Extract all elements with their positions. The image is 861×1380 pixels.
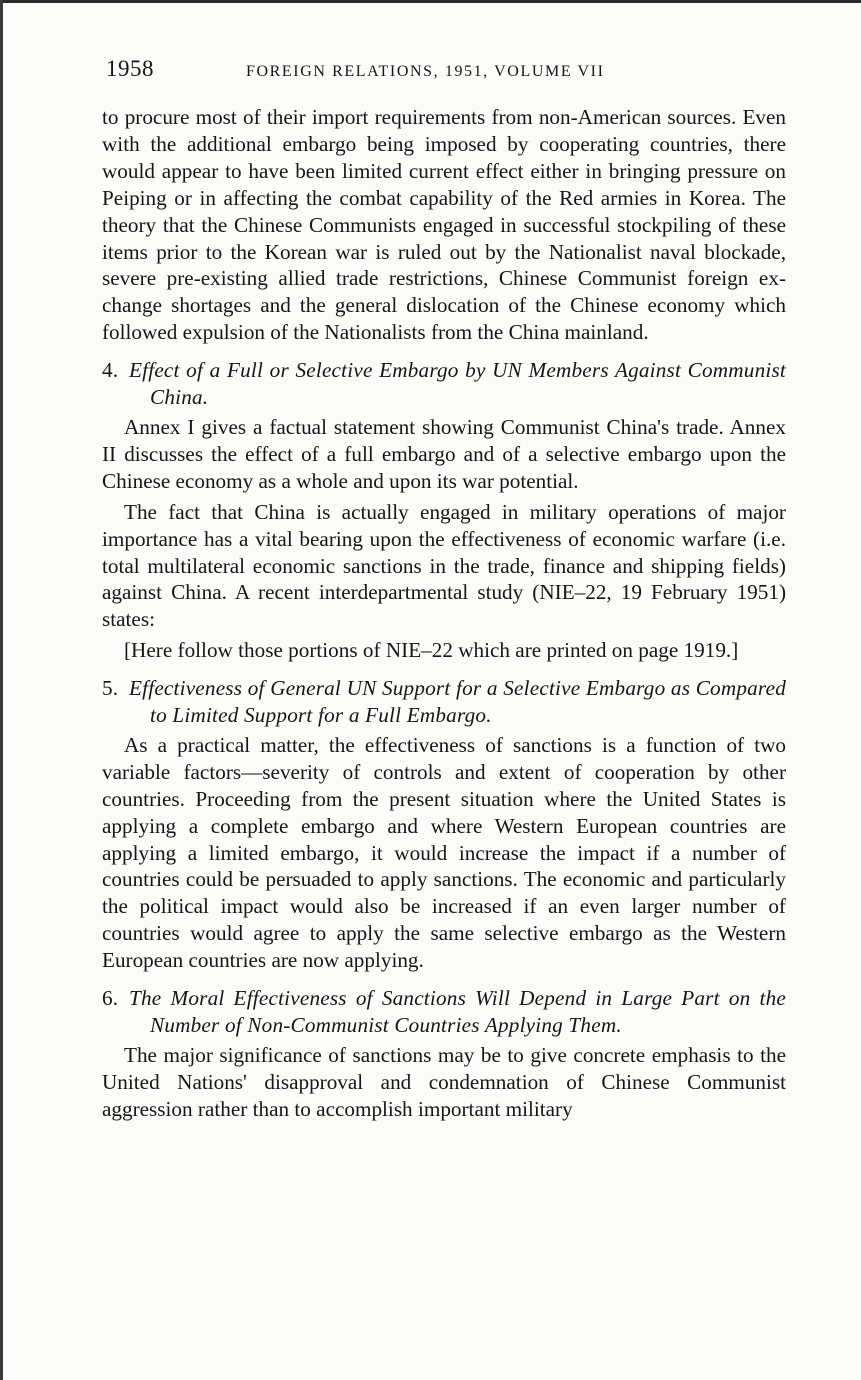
section-number: 5. xyxy=(102,676,119,701)
body-text xyxy=(102,104,786,1123)
section-heading-6 xyxy=(102,985,786,1039)
paragraph-practical: As a practical matter, the effectiveness of sanctions is a function of two variable factors—severity of controls and extent of cooperation by other countries. Proceeding from the present situation where the United States is applying a complete embargo and where Western European countries are applying a limited embargo, it would increase the impact if a number of countries could be persuaded to apply sanctions. The economic and particularly the political impact would also be increased if an even larger number of countries would agree to apply the same selective embargo as the Western European countries are now applying. xyxy=(102,732,786,973)
paragraph-fact: The fact that China is actually engaged in military operations of major importance has a vital bearing upon the effectiveness of economic warfare (i.e. total multilateral economic sanctions in the trade, finance and shipping fields) against China. A recent interdepartmental study (NIE–22, 19 February 1951) states: xyxy=(102,499,786,632)
section-title: Effect of a Full or Selective Embargo by UN Members Against Communist China. xyxy=(129,358,786,410)
section-number: 4. xyxy=(102,358,119,383)
section-heading-5 xyxy=(102,675,786,729)
page-number: 1958 xyxy=(106,56,154,81)
running-head xyxy=(106,56,786,86)
paragraph-annex: Annex I gives a factual statement showing Communist China's trade. Annex II discusses the effect of a full embargo and of a selective embargo upon the Chinese economy as a whole and upon its war potential. xyxy=(102,414,786,493)
section-title: The Moral Effectiveness of Sanctions Will Depend in Large Part on the Number of Non-Communist Countries Applying Them. xyxy=(129,986,786,1037)
section-heading-4 xyxy=(102,357,786,411)
paragraph-major: The major significance of sanctions may be to give concrete emphasis to the United Nations' disapproval and condemnation of Chinese Communist aggression rather than to accomplish important military xyxy=(102,1042,786,1121)
section-title: Effectiveness of General UN Support for a Selective Embargo as Compared to Limited Support for a Full Embargo. xyxy=(129,676,786,728)
section-number: 6. xyxy=(102,986,119,1011)
scan-edge-left xyxy=(0,0,3,1380)
paragraph-continuation: to procure most of their import requirements from non-American sources. Even with the additional embargo being imposed by cooperating countries, there would appear to have been limited current effect either in bringing pressure on Peiping or in affecting the combat capability of the Red armies in Korea. The theory that the Chinese Communists engaged in successful stockpiling of these items prior to the Korean war is ruled out by the Nationalist naval blockade, severe pre-existing allied trade restrictions, Chinese Communist foreign exchange shortages and the general dislocation of the Chinese economy which followed expulsion of the Nationalists from the China mainland. xyxy=(102,105,786,345)
running-title: FOREIGN RELATIONS, 1951, VOLUME VII xyxy=(246,63,605,80)
scan-edge-top xyxy=(0,0,861,3)
editorial-note: [Here follow those portions of NIE–22 which are printed on page 1919.] xyxy=(124,638,739,663)
